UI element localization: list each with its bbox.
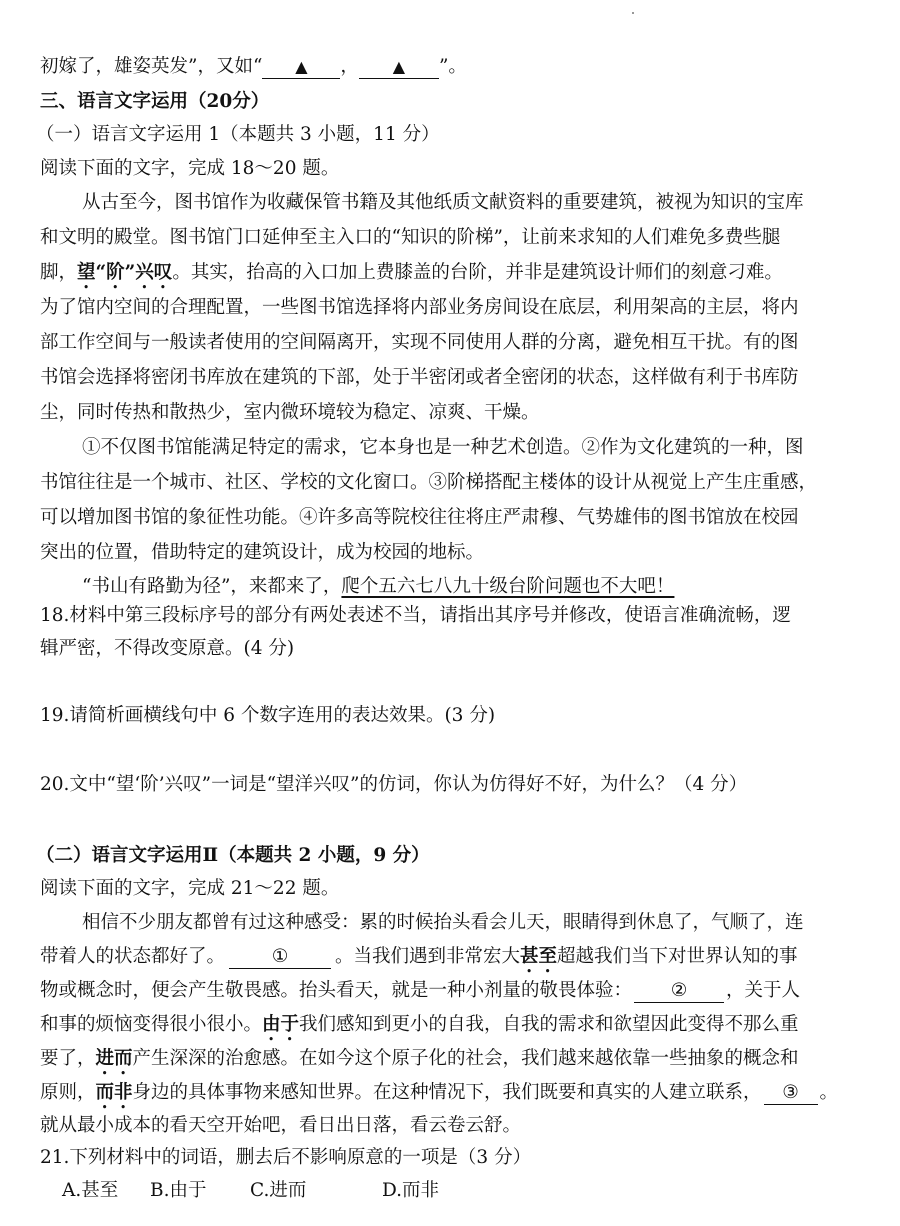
question-18-cont: 辑严密，不得改变原意。(4 分) [40, 638, 295, 659]
passage-line: 为了馆内空间的合理配置，一些图书馆选择将内部业务房间设在底层，利用架高的主层，将内 [40, 297, 799, 318]
passage-line: 和文明的殿堂。图书馆门口延伸至主入口的“知识的阶梯”，让前来求知的人们难免多费些腿 [40, 227, 781, 248]
passage-line: ①不仅图书馆能满足特定的需求，它本身也是一种艺术创造。②作为文化建筑的一种，图 [82, 437, 804, 458]
fill-blank-2: ② [634, 980, 724, 1003]
blank-1: ▲ [262, 56, 340, 79]
passage-line: 突出的位置，借助特定的建筑设计，成为校园的地标。 [40, 542, 485, 563]
fill-blank-1: ① [229, 946, 331, 969]
question-18: 18.材料中第三段标序号的部分有两处表述不当，请指出其序号并修改，使语言准确流畅，逻 [40, 605, 791, 626]
passage2-line: 要了，进而产生深深的治愈感。在如今这个原子化的社会，我们越来越依靠一些抽象的概念和 [40, 1048, 799, 1069]
passage2-line: 物或概念时，便会产生敬畏感。抬头看天，就是一种小剂量的敬畏体验： ② ，关于人 [40, 980, 801, 1001]
emph-word: 甚至 [520, 946, 558, 967]
question-19: 19.请简析画横线句中 6 个数字连用的表达效果。(3 分) [40, 705, 496, 726]
passage-line: 书馆会选择将密闭书库放在建筑的下部，处于半密闭或者全密闭的状态，这样做有利于书库防 [40, 367, 799, 388]
passage-line: 可以增加图书馆的象征性功能。④许多高等院校往往将庄严肃穆、气势雄伟的图书馆放在校园 [40, 507, 799, 528]
option-c: C.进而 [250, 1180, 307, 1201]
passage2-line: 相信不少朋友都曾有过这种感受：累的时候抬头看会儿天，眼睛得到休息了，气顺了，连 [82, 912, 804, 933]
part2-title: （二）语言文字运用Ⅱ（本题共 2 小题，9 分） [36, 845, 430, 866]
part1-intro: 阅读下面的文字，完成 18～20 题。 [40, 158, 340, 179]
section-title: 三、语言文字运用（20分） [40, 91, 270, 112]
passage-line: 尘，同时传热和散热少，室内微环境较为稳定、凉爽、干燥。 [40, 402, 540, 423]
passage-line: “书山有路勤为径”，来都来了，爬个五六七八九十级台阶问题也不大吧！ [82, 576, 675, 597]
passage-line: 部工作空间与一般读者使用的空间隔离开，实现不同使用人群的分离，避免相互干扰。有的图 [40, 332, 799, 353]
fill-blank-3: ③ [764, 1082, 818, 1105]
emph-word: 而非 [95, 1082, 133, 1103]
passage-line: 从古至今，图书馆作为收藏保管书籍及其他纸质文献资料的重要建筑，被视为知识的宝库 [82, 192, 804, 213]
passage-line: 脚，望“阶”兴叹。其实，抬高的入口加上费膝盖的台阶，并非是建筑设计师们的刻意刁难。 [40, 262, 783, 283]
passage2-line: 带着人的状态都好了。 ① 。当我们遇到非常宏大甚至超越我们当下对世界认知的事 [40, 946, 798, 967]
emph-word: 进而 [95, 1048, 133, 1069]
question-20: 20.文中“望‘阶’兴叹”一词是“望洋兴叹”的仿词，你认为仿得好不好，为什么？（4 分） [40, 774, 748, 795]
option-d: D.而非 [382, 1180, 440, 1201]
option-a: A.甚至 [62, 1180, 119, 1201]
option-b: B.由于 [150, 1180, 207, 1201]
question-21-options [62, 1178, 439, 1204]
passage-line: 书馆往往是一个城市、社区、学校的文化窗口。③阶梯搭配主楼体的设计从视觉上产生庄重感， [40, 472, 818, 493]
scan-speck [632, 12, 634, 14]
underlined-sentence: 爬个五六七八九十级台阶问题也不大吧！ [341, 576, 675, 597]
emph-word: 由于 [262, 1014, 300, 1035]
line-poem-blank: 初嫁了，雄姿英发”，又如“ ▲ ， ▲ ”。 [40, 56, 467, 77]
blank-2: ▲ [359, 56, 439, 79]
passage2-line: 就从最小成本的看天空开始吧，看日出日落，看云卷云舒。 [40, 1115, 522, 1136]
part1-title: （一）语言文字运用 1（本题共 3 小题，11 分） [36, 124, 440, 145]
question-21: 21.下列材料中的词语，删去后不影响原意的一项是（3 分） [40, 1147, 532, 1168]
passage2-line: 原则，而非身边的具体事物来感知世界。在这种情况下，我们既要和真实的人建立联系， ③ 。 [40, 1082, 839, 1103]
passage2-line: 和事的烦恼变得很小很小。由于我们感知到更小的自我，自我的需求和欲望因此变得不那么重 [40, 1014, 799, 1035]
emphasized-phrase: 望“阶”兴叹 [77, 262, 173, 283]
part2-intro: 阅读下面的文字，完成 21～22 题。 [40, 878, 340, 899]
